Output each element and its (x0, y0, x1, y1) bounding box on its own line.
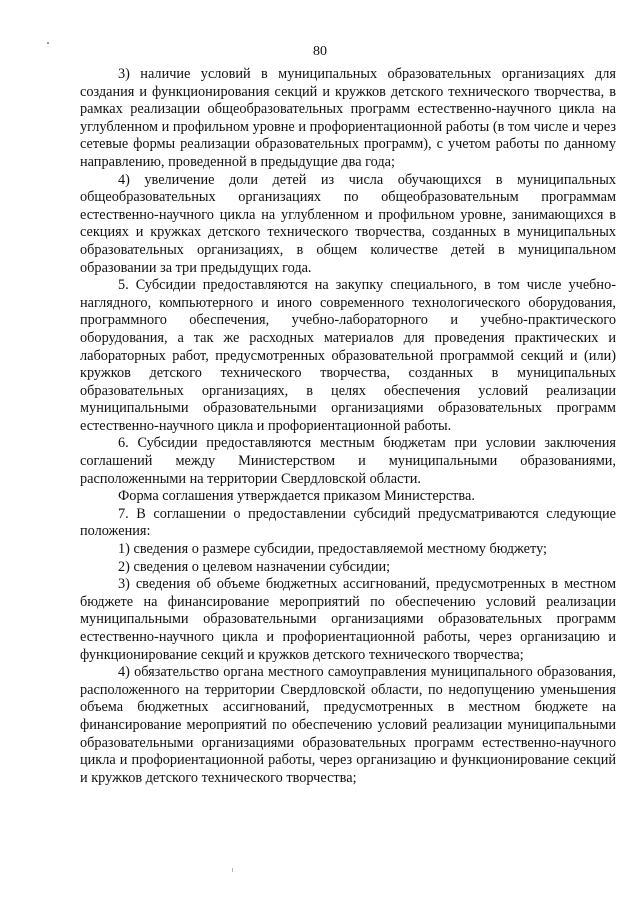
scan-artifact (232, 868, 233, 872)
paragraph-item-3: 3) наличие условий в муниципальных образовательных организациях для создания и функционирования секций и кружков детского технического творчества, в рамках реализации общеобразовательных программ естественно-научного цикла на углубленном и профильном уровне и профориентационной работы (в том числе и через сетевые формы реализации образовательных программ), с учетом работы по данному направлению, проведенной в предыдущие два года; (80, 66, 616, 170)
paragraph-sub-1: 1) сведения о размере субсидии, предоставляемой местному бюджету; (118, 541, 548, 558)
document-body (80, 66, 616, 787)
paragraph-clause-5: 5. Субсидии предоставляются на закупку специального, в том числе учебно-наглядного, компьютерного и иного современного технологического оборудования, программного обеспечения, учебно-лабораторного и учебно-практического оборудования, а так же расходных материалов для проведения практических и лабораторных работ, предусмотренных образовательной программой секций и (или) кружков детского технического творчества, созданных в муниципальных образовательных организациях, в целях обеспечения условий реализации муниципальными образовательными организациями образовательных программ естественно-научного цикла и профориентационной работы. (80, 277, 616, 434)
paragraph-sub-3: 3) сведения об объеме бюджетных ассигнований, предусмотренных в местном бюджете на финансирование мероприятий по обеспечению условий реализации муниципальными образовательными организациями образовательных программ естественно-научного цикла и профориентационной работы, через организацию и функционирование секций и кружков детского технического творчества; (80, 576, 616, 663)
page-number: 80 (313, 44, 327, 59)
paragraph-clause-6: 6. Субсидии предоставляются местным бюджетам при условии заключения соглашений между Министерством и муниципальными образованиями, расположенными на территории Свердловской области. (80, 435, 616, 487)
paragraph-sub-2: 2) сведения о целевом назначении субсидии; (118, 558, 391, 575)
paragraph-clause-7: 7. В соглашении о предоставлении субсидий предусматриваются следующие положения: (80, 505, 616, 540)
paragraph-item-4: 4) увеличение доли детей из числа обучающихся в муниципальных общеобразовательных организациях по общеобразовательным программам естественно-научного цикла на углубленном и профильном уровне, занимающихся в секциях и кружках детского технического творчества, созданных в муниципальных образовательных организациях, в общем количестве детей в муниципальном образовании за три предыдущих года. (80, 171, 616, 276)
paragraph-sub-4: 4) обязательство органа местного самоуправления муниципального образования, расположенного на территории Свердловской области, по недопущению уменьшения объема бюджетных ассигнований, предусмотренных в местном бюджете на финансирование мероприятий по обеспечению условий реализации муниципальными образовательными организациями образовательных программ естественно-научного цикла и профориентационной работы, через организацию и функционирование секций и кружков детского технического творчества; (80, 664, 616, 786)
paragraph-agreement-form: Форма соглашения утверждается приказом Министерства. (118, 488, 475, 505)
